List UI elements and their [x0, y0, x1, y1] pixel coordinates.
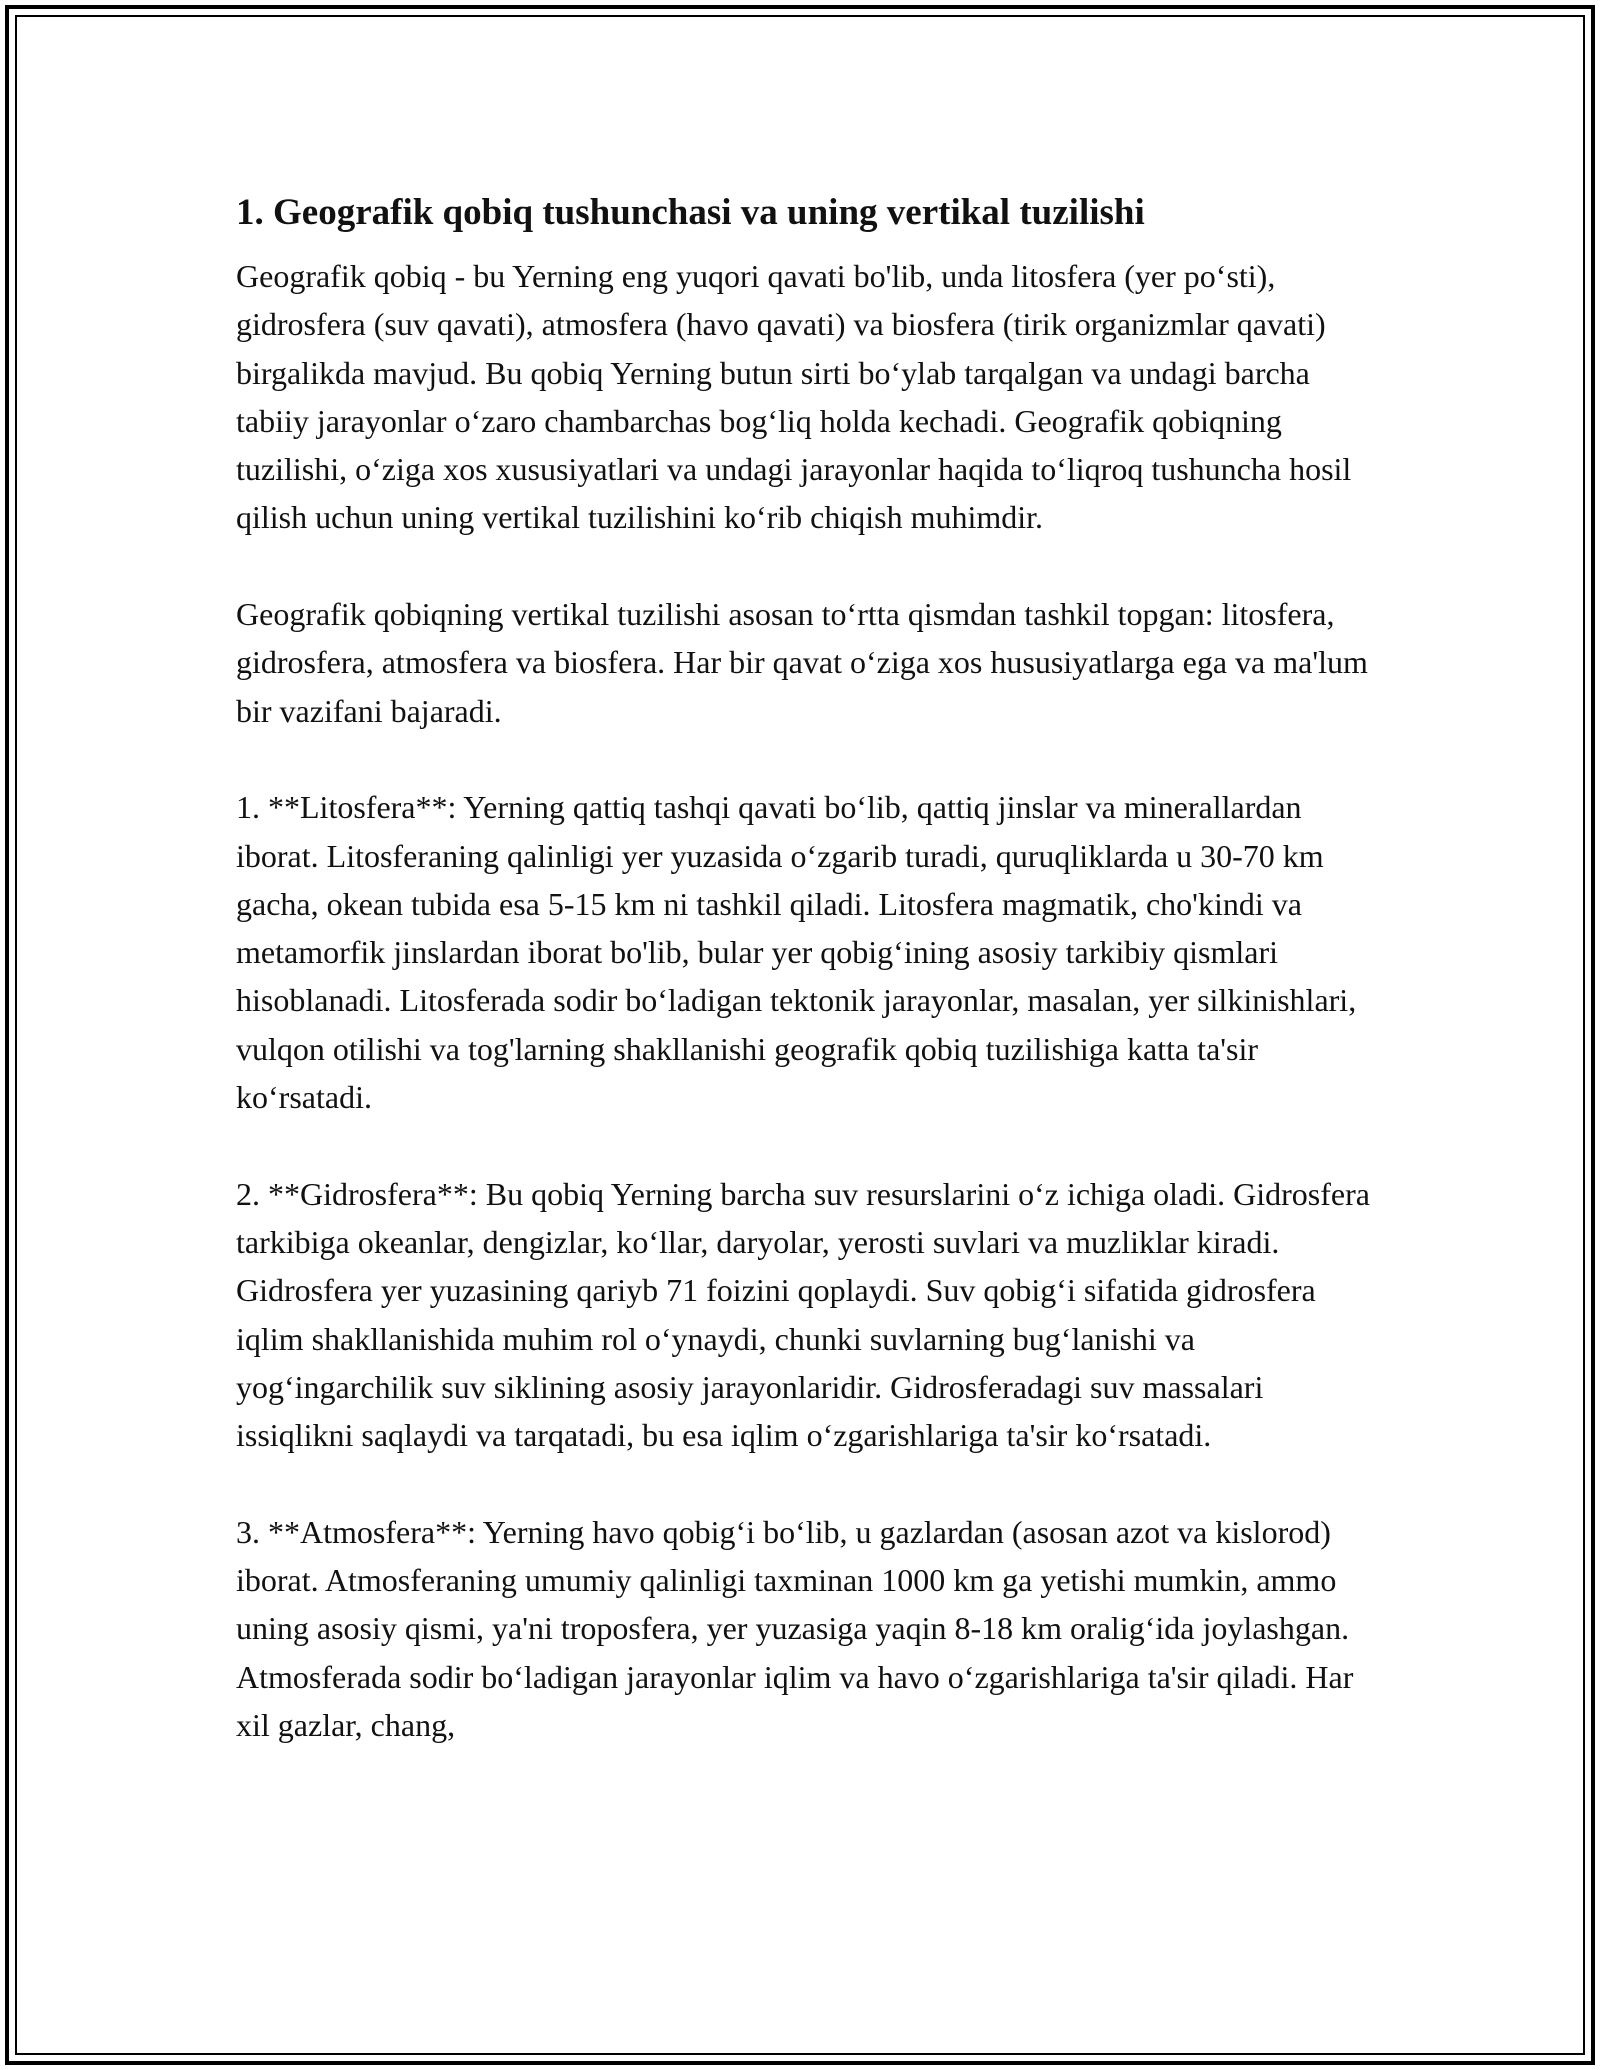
- document-title: 1. Geografik qobiq tushunchasi va uning vertikal tuzilishi: [236, 192, 1145, 233]
- paragraph-structure: Geografik qobiqning vertikal tuzilishi asosan to‘rtta qismdan tashkil topgan: litosfera, gidrosfera, atmosfera va biosfera. Har bir qavat o‘ziga xos hususiyatlarga ega va ma'lum bir vazifani bajaradi.: [236, 596, 1368, 729]
- document-body: [236, 186, 1386, 1798]
- paragraph-intro: Geografik qobiq - bu Yerning eng yuqori qavati bo'lib, unda litosfera (yer po‘sti), gidrosfera (suv qavati), atmosfera (havo qavati) va biosfera (tirik organizmlar qavati) birgalikda mavjud. Bu qobiq Yerning butun sirti bo‘ylab tarqalgan va undagi barcha tabiiy jarayonlar o‘zaro chambarchas bog‘liq holda kechadi. Geografik qobiqning tuzilishi, o‘ziga xos xususiyatlari va undagi jarayonlar haqida to‘liqroq tushuncha hosil qilish uchun uning vertikal tuzilishini ko‘rib chiqish muhimdir.: [236, 258, 1352, 536]
- paragraph-atmosphere: 3. **Atmosfera**: Yerning havo qobig‘i bo‘lib, u gazlardan (asosan azot va kislorod) iborat. Atmosferaning umumiy qalinligi taxminan 1000 km ga yetishi mumkin, ammo uning asosiy qismi, ya'ni troposfera, yer yuzasiga yaqin 8-18 km oralig‘ida joylashgan. Atmosferada sodir bo‘ladigan jarayonlar iqlim va havo o‘zgarishlariga ta'sir qiladi. Har xil gazlar, chang,: [236, 1513, 1354, 1743]
- paragraph-lithosphere: 1. **Litosfera**: Yerning qattiq tashqi qavati bo‘lib, qattiq jinslar va minerallardan iborat. Litosferaning qalinligi yer yuzasida o‘zgarib turadi, quruqliklarda u 30-70 km gacha, okean tubida esa 5-15 km ni tashkil qiladi. Litosfera magmatik, cho'kindi va metamorfik jinslardan iborat bo'lib, bular yer qobig‘ining asosiy tarkibiy qismlari hisoblanadi. Litosferada sodir bo‘ladigan tektonik jarayonlar, masalan, yer silkinishlari, vulqon otilishi va tog'larning shakllanishi geografik qobiq tuzilishiga katta ta'sir ko‘rsatadi.: [236, 789, 1357, 1116]
- paragraph-hydrosphere: 2. **Gidrosfera**: Bu qobiq Yerning barcha suv resurslarini o‘z ichiga oladi. Gidrosfera tarkibiga okeanlar, dengizlar, ko‘llar, daryolar, yerosti suvlari va muzliklar kiradi. Gidrosfera yer yuzasining qariyb 71 foizini qoplaydi. Suv qobig‘i sifatida gidrosfera iqlim shakllanishida muhim rol o‘ynaydi, chunki suvlarning bug‘lanishi va yog‘ingarchilik suv siklining asosiy jarayonlaridir. Gidrosferadagi suv massalari issiqlikni saqlaydi va tarqatadi, bu esa iqlim o‘zgarishlariga ta'sir ko‘rsatadi.: [236, 1175, 1370, 1454]
